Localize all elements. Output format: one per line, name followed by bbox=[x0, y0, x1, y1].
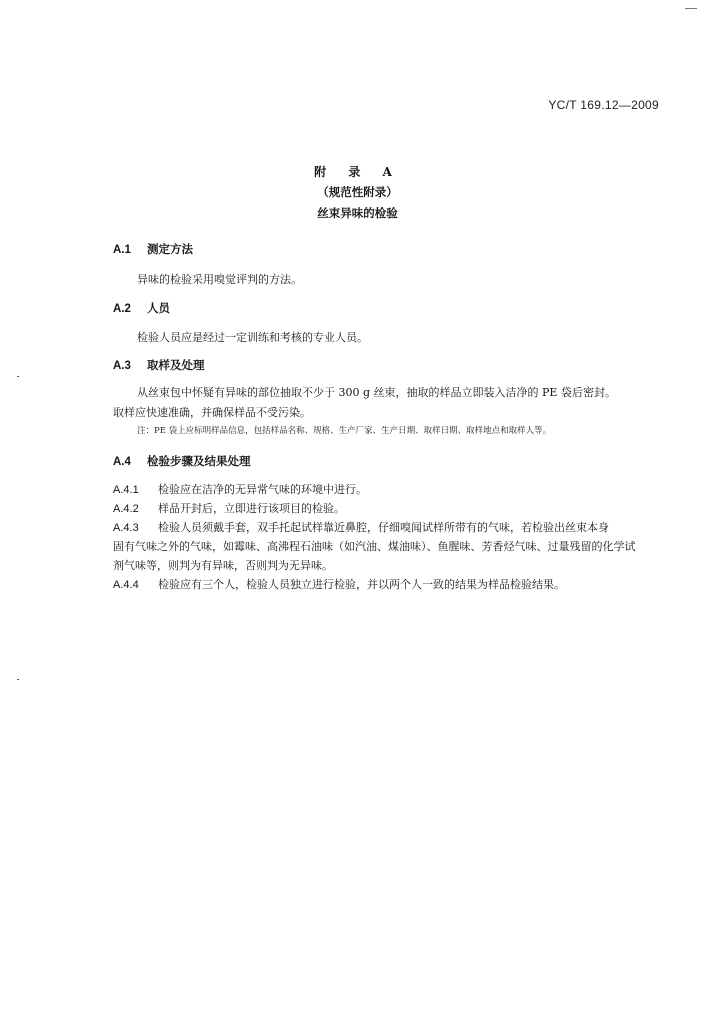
clause-text: 剂气味等，则判为有异味，否则判为无异味。 bbox=[113, 559, 333, 572]
scan-mark bbox=[17, 679, 19, 680]
section-heading-a4 bbox=[113, 453, 251, 469]
clause-text: 检验应有三个人，检验人员独立进行检验，并以两个人一致的结果为样品检验结果。 bbox=[158, 578, 565, 591]
section-number: A.1 bbox=[113, 244, 131, 256]
section-title: 测定方法 bbox=[147, 242, 193, 256]
scan-mark bbox=[685, 8, 697, 9]
appendix-title: 附 录 A bbox=[314, 165, 401, 179]
section-text-a3-line1: 从丝束包中怀疑有异味的部位抽取不少于 300 g 丝束，抽取的样品立即装入洁净的 PE 袋后密封。 bbox=[137, 386, 616, 399]
clause-number: A.4.2 bbox=[113, 503, 139, 515]
clause-number: A.4.1 bbox=[113, 484, 139, 496]
clause-text: 检验人员须戴手套，双手托起试样靠近鼻腔，仔细嗅闻试样所带有的气味，若检验出丝束本身 bbox=[158, 521, 609, 534]
appendix-subject: 丝束异味的检验 bbox=[317, 206, 398, 220]
clause-number: A.4.3 bbox=[113, 522, 139, 534]
clause-a43-continuation bbox=[113, 538, 636, 554]
scan-mark bbox=[17, 376, 19, 377]
clause-a43-continuation bbox=[113, 557, 333, 573]
clause-a41 bbox=[113, 481, 367, 497]
section-title: 人员 bbox=[147, 301, 170, 315]
clause-number: A.4.4 bbox=[113, 579, 139, 591]
section-number: A.3 bbox=[113, 360, 131, 372]
section-heading-a2 bbox=[113, 300, 170, 316]
clause-text: 样品开封后，立即进行该项目的检验。 bbox=[158, 502, 345, 515]
section-note-a3: 注：PE 袋上应标明样品信息，包括样品名称、规格、生产厂家、生产日期、取样日期、取样地点和取样人等。 bbox=[137, 426, 552, 436]
clause-text: 检验应在洁净的无异常气味的环境中进行。 bbox=[158, 483, 367, 496]
section-text-a3-line2: 取样应快速准确，并确保样品不受污染。 bbox=[113, 406, 311, 419]
clause-a43 bbox=[113, 519, 609, 535]
standard-code: YC/T 169.12—2009 bbox=[548, 98, 659, 112]
section-heading-a3 bbox=[113, 357, 205, 373]
clause-a42 bbox=[113, 500, 345, 516]
section-title: 检验步骤及结果处理 bbox=[147, 454, 251, 468]
clause-a44 bbox=[113, 576, 565, 592]
section-heading-a1 bbox=[113, 241, 193, 257]
section-number: A.2 bbox=[113, 303, 131, 315]
section-number: A.4 bbox=[113, 456, 131, 468]
section-text-a2: 检验人员应是经过一定训练和考核的专业人员。 bbox=[137, 331, 368, 344]
section-title: 取样及处理 bbox=[147, 358, 205, 372]
section-text-a1: 异味的检验采用嗅觉评判的方法。 bbox=[137, 273, 302, 286]
appendix-type: （规范性附录） bbox=[317, 185, 398, 199]
clause-text: 固有气味之外的气味，如霉味、高沸程石油味（如汽油、煤油味）、鱼腥味、芳香烃气味、过量残留的化学试 bbox=[113, 540, 636, 553]
